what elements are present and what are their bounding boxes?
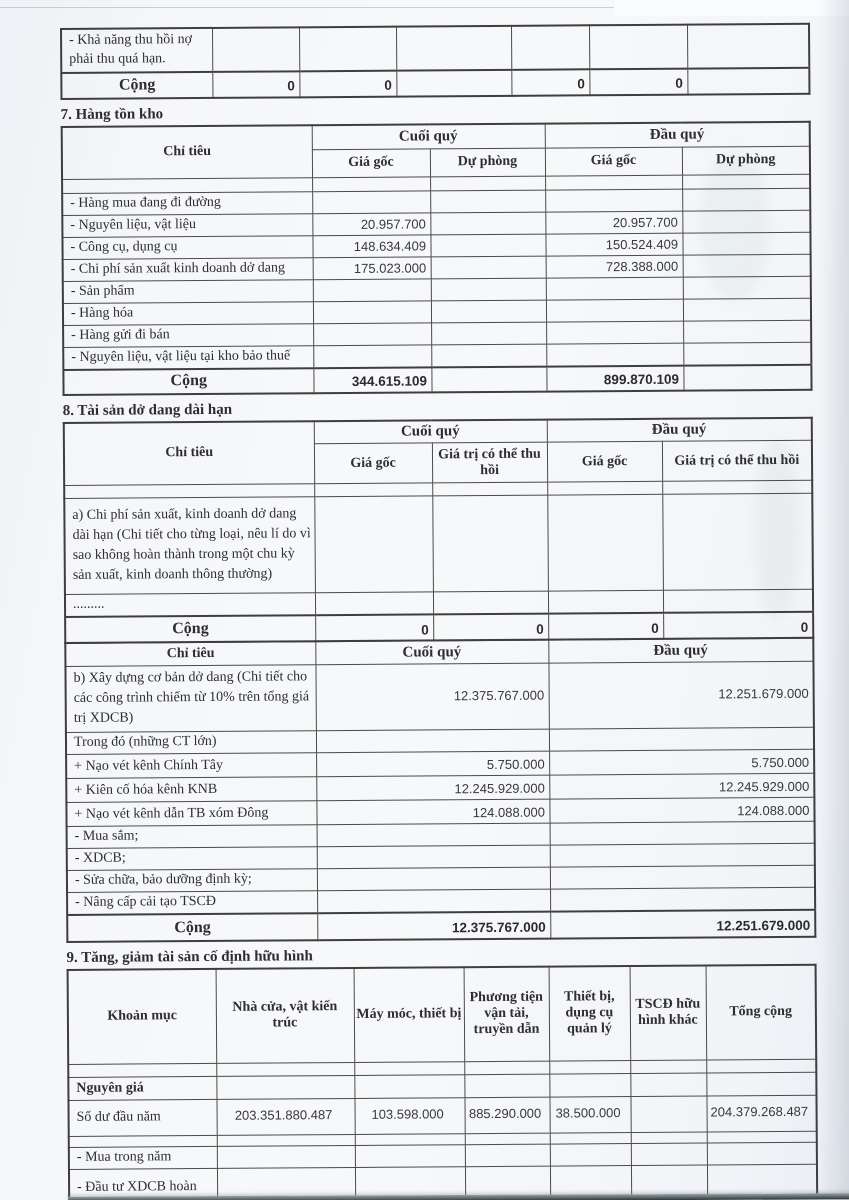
total-label: Cộng	[63, 368, 313, 395]
col-header-cost: Giá gốc	[545, 147, 682, 176]
col-header-start-of-quarter: Đầu quý	[547, 417, 812, 442]
col-header-machinery: Máy móc, thiết bị	[354, 967, 465, 1062]
row-label: Số dư đầu năm	[68, 1099, 216, 1136]
cell-value: 0	[663, 612, 813, 639]
scan-top-corner	[614, 0, 849, 16]
cell-value: 885.290.000	[464, 1097, 549, 1134]
row-label: - Hàng mua đang đi đường	[62, 191, 312, 215]
cell-value	[317, 823, 550, 847]
total-label: Cộng	[67, 913, 317, 942]
cell-value	[682, 210, 810, 233]
scan-top-line	[0, 7, 640, 8]
cell-value: 344.615.109	[313, 367, 431, 393]
cell-value: 204.379.268.487	[706, 1095, 816, 1132]
cell-value: 12.375.767.000	[315, 663, 548, 731]
cell-value	[312, 190, 430, 213]
total-row	[67, 910, 815, 942]
cell-value	[683, 364, 811, 390]
section9-heading: 9. Tăng, giảm tài sản cố định hữu hình	[66, 948, 313, 966]
col-header-provision: Dự phòng	[430, 148, 545, 177]
cell-value	[431, 366, 546, 392]
cell-value	[589, 25, 687, 70]
cell-value: 0	[315, 614, 433, 641]
col-header-start-of-quarter: Đầu quý	[548, 637, 813, 663]
inventory-table	[61, 121, 813, 396]
row-label: - Nguyên liệu, vật liệu	[62, 213, 312, 237]
cell-value	[683, 276, 811, 299]
col-header-item: Chỉ tiêu	[65, 641, 315, 667]
table-row	[61, 24, 809, 73]
cell-value	[682, 188, 810, 211]
cell-value	[430, 190, 545, 213]
col-header-provision: Dự phòng	[682, 146, 810, 175]
cell-value	[545, 189, 682, 212]
row-label: b) Xây dựng cơ bản dở dang (Chi tiết cho các công trình chiếm từ 10% trên tổng giá trị XDCB)	[65, 665, 315, 733]
row-label: - Công cụ, dụng cụ	[62, 235, 312, 259]
row-label: - Sửa chữa, bảo dưỡng định kỳ;	[67, 869, 317, 893]
col-header-item: Chỉ tiêu	[62, 125, 312, 179]
cell-value	[430, 212, 545, 235]
cell-value: 103.598.000	[354, 1097, 464, 1134]
row-label: + Nạo vét kênh dẫn TB xóm Đông	[66, 801, 316, 827]
col-header-cost: Giá gốc	[312, 148, 430, 177]
row-label: + Nạo vét kênh Chính Tây	[66, 753, 316, 779]
col-header-recoverable: Giá trị có thể thu hồi	[662, 440, 812, 481]
cell-value: 5.750.000	[549, 749, 814, 775]
cell-value	[683, 254, 811, 277]
cell-value: 12.251.679.000	[550, 910, 815, 939]
cell-value	[316, 729, 549, 753]
row-label: - XDCB;	[67, 847, 317, 871]
col-header-recoverable: Giá trị có thể thu hồi	[432, 442, 547, 483]
row-label: Nguyên giá	[68, 1076, 216, 1100]
cell-value	[317, 867, 550, 891]
cell-value	[313, 300, 431, 323]
cell-value	[546, 343, 683, 366]
cell-value	[396, 26, 511, 71]
col-header-office-equipment: Thiết bị, dụng cụ quản lý	[549, 966, 631, 1061]
cell-value: 150.524.409	[545, 233, 682, 256]
row-label: - Sản phẩm	[63, 279, 313, 303]
cell-value: 124.088.000	[549, 797, 814, 823]
cell-value	[313, 344, 431, 367]
col-header-start-of-quarter: Đầu quý	[545, 122, 810, 148]
col-header-total: Tổng cộng	[706, 965, 817, 1060]
receivables-carryover-table	[60, 23, 810, 100]
cell-value	[511, 25, 589, 70]
cell-value	[550, 843, 815, 867]
scan-right-shade	[819, 0, 849, 1200]
cell-value: 38.500.000	[549, 1096, 630, 1133]
cell-value: 5.750.000	[316, 751, 549, 777]
cell-value	[683, 342, 811, 365]
row-label: - Mua sắm;	[67, 825, 317, 849]
cell-value: 148.634.409	[312, 234, 430, 257]
row-label: - Hàng gửi đi bán	[63, 323, 313, 347]
cell-value	[683, 298, 811, 321]
total-row	[63, 364, 811, 394]
cell-value: 728.388.000	[546, 255, 683, 278]
col-header-cost: Giá gốc	[314, 443, 432, 484]
cell-value: 0	[589, 69, 687, 96]
row-label: - Nguyên liệu, vật liệu tại kho bảo thuế	[63, 345, 313, 369]
cell-value: 12.245.929.000	[316, 775, 549, 801]
cell-value	[431, 322, 546, 345]
table-row	[68, 1095, 816, 1136]
cell-value	[430, 234, 545, 257]
table-row	[64, 493, 813, 594]
cell-value	[431, 300, 546, 323]
cell-value	[549, 727, 814, 751]
col-header-end-of-quarter: Cuối quý	[312, 124, 545, 150]
row-label: + Kiên cố hóa kênh KNB	[66, 777, 316, 803]
cell-value: 203.351.880.487	[216, 1098, 354, 1135]
row-label: a) Chi phí sản xuất, kinh doanh dở dang dài hạn (Chi tiết cho từng loại, nêu lí do vì sao không hoàn thành trong một chu kỳ sản xuất, kinh doanh thông thường)	[64, 497, 315, 595]
row-label: - Chi phí sản xuất kinh doanh dở dang	[63, 257, 313, 281]
cell-value: 12.375.767.000	[317, 912, 550, 941]
cell-value	[313, 322, 431, 345]
col-header-category: Khoản mục	[68, 969, 217, 1064]
cell-value: 0	[212, 71, 299, 98]
col-header-end-of-quarter: Cuối quý	[315, 639, 548, 665]
cell-value	[630, 1096, 706, 1133]
total-label: Cộng	[61, 72, 212, 99]
cell-value: 0	[511, 69, 589, 96]
cell-value	[299, 27, 396, 72]
row-label: .........	[65, 593, 315, 617]
cell-value: 0	[299, 71, 396, 98]
cell-value	[313, 278, 431, 301]
cell-value	[546, 321, 683, 344]
header-row	[68, 965, 817, 1064]
cell-value	[431, 344, 546, 367]
cell-value	[682, 232, 810, 255]
total-label: Cộng	[65, 615, 315, 643]
section8-heading: 8. Tài sản dở dang dài hạn	[62, 401, 233, 419]
row-label: - Mua trong năm	[69, 1146, 217, 1169]
total-row	[61, 68, 809, 99]
col-header-other-assets: TSCĐ hữu hình khác	[630, 966, 707, 1061]
col-header-item: Chỉ tiêu	[64, 421, 314, 486]
cell-value	[550, 821, 815, 845]
cell-value	[431, 278, 546, 301]
long-term-wip-table-a	[63, 416, 815, 643]
col-header-vehicles: Phương tiện vận tải, truyền dẫn	[464, 967, 550, 1062]
cell-value	[683, 320, 811, 343]
cell-value: 124.088.000	[316, 799, 549, 825]
cell-value	[550, 887, 815, 911]
cell-value	[687, 68, 809, 95]
row-label: - Khả năng thu hồi nợ phải thu quá hạn.	[61, 28, 212, 73]
row-label: - Hàng hóa	[63, 301, 313, 325]
section7-heading: 7. Hàng tồn kho	[60, 106, 164, 123]
cell-value: 12.245.929.000	[549, 773, 814, 799]
cell-value: 12.251.679.000	[548, 661, 813, 729]
cell-value	[546, 299, 683, 322]
cell-value	[550, 865, 815, 889]
cell-value	[212, 27, 299, 72]
cell-value	[317, 889, 550, 913]
col-header-buildings: Nhà cửa, vật kiến trúc	[216, 968, 355, 1063]
row-label: Trong đó (những CT lớn)	[66, 731, 316, 755]
document-content	[60, 23, 820, 1200]
cell-value: 20.957.700	[312, 212, 430, 235]
col-header-cost: Giá gốc	[547, 441, 662, 482]
cell-value	[546, 277, 683, 300]
col-header-end-of-quarter: Cuối quý	[314, 419, 547, 444]
cell-value	[396, 70, 511, 97]
cell-value: 899.870.109	[546, 365, 683, 391]
cell-value	[317, 845, 550, 869]
cell-value: 0	[548, 613, 663, 640]
row-label: - Nâng cấp cải tạo TSCĐ	[67, 891, 317, 915]
cell-value	[431, 256, 546, 279]
long-term-wip-table-b	[64, 636, 816, 943]
cell-value: 0	[433, 614, 548, 641]
fixed-assets-table	[67, 964, 819, 1200]
cell-value	[687, 24, 809, 69]
cell-value: 20.957.700	[545, 211, 682, 234]
table-row	[65, 661, 813, 732]
cell-value: 175.023.000	[313, 256, 431, 279]
row-label: - Đầu tư XDCB hoàn	[69, 1168, 217, 1199]
